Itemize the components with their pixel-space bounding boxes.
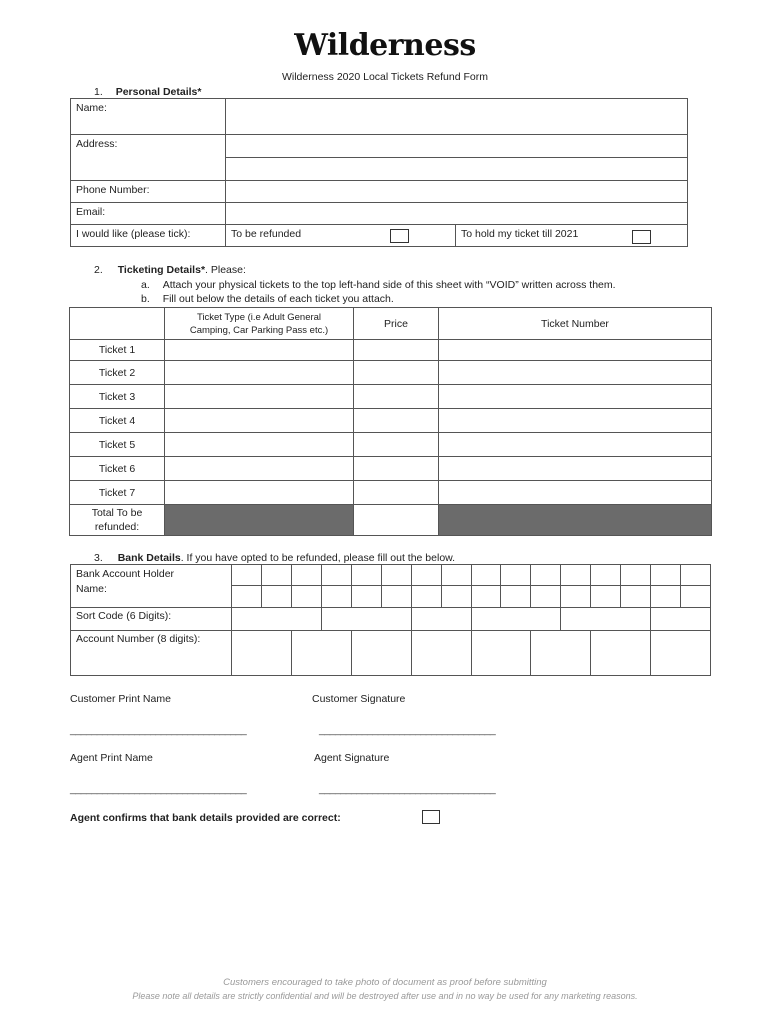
refund-option	[226, 225, 456, 247]
holder-char-box[interactable]	[531, 586, 561, 608]
holder-char-box[interactable]	[561, 586, 591, 608]
ticket-type-header	[165, 308, 354, 340]
phone-field[interactable]	[226, 181, 688, 203]
footer-note-confidential: Please note all details are strictly confidential and will be destroyed after use and in no way be used for any marketing reasons.	[132, 991, 638, 1001]
account-digit-box[interactable]	[591, 631, 651, 676]
ticket-type-header-line2: Camping, Car Parking Pass etc.)	[189, 324, 329, 336]
price-cell[interactable]	[354, 481, 439, 505]
ticket-number-cell[interactable]	[439, 457, 712, 481]
account-holder-label	[71, 565, 232, 608]
total-price-cell[interactable]	[354, 505, 439, 536]
table-row	[70, 433, 712, 457]
ticket-number-cell[interactable]	[439, 481, 712, 505]
ticket-row-label: Ticket 5	[70, 433, 165, 457]
hold-option	[456, 225, 688, 247]
holder-char-box[interactable]	[651, 586, 681, 608]
table-row	[70, 457, 712, 481]
holder-char-box[interactable]	[291, 586, 321, 608]
instruction-a	[141, 279, 616, 291]
account-number-label: Account Number (8 digits):	[71, 631, 232, 676]
ticket-number-cell[interactable]	[439, 385, 712, 409]
account-digit-box[interactable]	[232, 631, 292, 676]
holder-char-box[interactable]	[471, 586, 501, 608]
agent-signature-line[interactable]: _________________________________	[319, 783, 496, 795]
account-holder-label-line2: Name:	[76, 583, 107, 595]
holder-char-box[interactable]	[681, 565, 711, 586]
address-field-line2[interactable]	[226, 158, 688, 181]
customer-print-name-label: Customer Print Name	[70, 693, 171, 705]
table-row	[70, 409, 712, 433]
ticket-number-cell[interactable]	[439, 409, 712, 433]
holder-char-box[interactable]	[351, 565, 381, 586]
agent-confirm-checkbox[interactable]	[422, 810, 440, 824]
holder-char-box[interactable]	[621, 565, 651, 586]
section2-title: Ticketing Details*	[117, 264, 206, 276]
ticket-type-cell[interactable]	[165, 481, 354, 505]
ticket-type-cell[interactable]	[165, 457, 354, 481]
account-digit-box[interactable]	[351, 631, 411, 676]
holder-char-box[interactable]	[441, 586, 471, 608]
account-digit-box[interactable]	[291, 631, 351, 676]
holder-char-box[interactable]	[381, 586, 411, 608]
holder-char-box[interactable]	[651, 565, 681, 586]
sort-code-label: Sort Code (6 Digits):	[71, 608, 232, 631]
section3-intro: . If you have opted to be refunded, please fill out the below.	[180, 552, 456, 564]
ticket-type-cell[interactable]	[165, 385, 354, 409]
table-row	[70, 385, 712, 409]
total-row	[70, 505, 712, 536]
holder-char-box[interactable]	[531, 565, 561, 586]
ticket-type-cell[interactable]	[165, 409, 354, 433]
ticket-row-label: Ticket 6	[70, 457, 165, 481]
total-number-shaded	[439, 505, 712, 536]
ticket-number-cell[interactable]	[439, 433, 712, 457]
holder-char-box[interactable]	[291, 565, 321, 586]
ticket-type-header-line1: Ticket Type (i.e Adult General	[196, 311, 322, 323]
ticket-number-cell[interactable]	[439, 361, 712, 385]
holder-char-box[interactable]	[411, 586, 441, 608]
holder-char-box[interactable]	[261, 586, 291, 608]
sort-code-box[interactable]	[232, 608, 322, 631]
account-digit-box[interactable]	[531, 631, 591, 676]
account-digit-box[interactable]	[651, 631, 711, 676]
total-label-line1: Total To be	[91, 507, 143, 519]
sort-code-box[interactable]	[651, 608, 711, 631]
sort-code-box[interactable]	[561, 608, 651, 631]
customer-signature-label: Customer Signature	[312, 693, 406, 705]
hold-option-label: To hold my ticket till 2021	[461, 228, 579, 240]
price-header: Price	[354, 308, 439, 340]
address-label: Address:	[71, 135, 226, 181]
name-label: Name:	[71, 99, 226, 135]
ticket-number-cell[interactable]	[439, 340, 712, 361]
section1-title: Personal Details*	[115, 86, 202, 98]
ticket-row-label: Ticket 1	[70, 340, 165, 361]
refund-checkbox[interactable]	[390, 229, 409, 243]
holder-char-box[interactable]	[381, 565, 411, 586]
price-cell[interactable]	[354, 409, 439, 433]
email-label: Email:	[71, 203, 226, 225]
ticket-type-cell[interactable]	[165, 361, 354, 385]
instruction-b	[141, 293, 394, 305]
hold-checkbox[interactable]	[632, 230, 651, 244]
account-holder-label-line1: Bank Account Holder	[76, 568, 175, 580]
price-cell[interactable]	[354, 340, 439, 361]
sort-code-box[interactable]	[321, 608, 411, 631]
instruction-b-text: Fill out below the details of each ticket you attach.	[162, 293, 394, 305]
agent-print-name-line[interactable]: _________________________________	[70, 783, 247, 795]
holder-char-box[interactable]	[232, 565, 262, 586]
holder-char-box[interactable]	[471, 565, 501, 586]
holder-char-box[interactable]	[351, 586, 381, 608]
holder-char-box[interactable]	[232, 586, 262, 608]
holder-char-box[interactable]	[501, 565, 531, 586]
table-row	[70, 361, 712, 385]
ticket-type-cell[interactable]	[165, 433, 354, 457]
agent-signature-label: Agent Signature	[314, 752, 390, 764]
price-cell[interactable]	[354, 457, 439, 481]
ticket-row-label: Ticket 7	[70, 481, 165, 505]
ticket-table	[69, 307, 712, 536]
address-field-line1[interactable]	[226, 135, 688, 158]
table-row	[70, 340, 712, 361]
holder-char-box[interactable]	[621, 586, 651, 608]
total-label	[70, 505, 165, 536]
email-field[interactable]	[226, 203, 688, 225]
phone-label: Phone Number:	[71, 181, 226, 203]
holder-char-box[interactable]	[561, 565, 591, 586]
holder-char-box[interactable]	[261, 565, 291, 586]
account-digit-box[interactable]	[471, 631, 531, 676]
price-cell[interactable]	[354, 385, 439, 409]
refund-option-label: To be refunded	[231, 228, 302, 240]
sort-code-box[interactable]	[411, 608, 471, 631]
customer-signature-line[interactable]: _________________________________	[319, 724, 496, 736]
customer-print-name-line[interactable]: _________________________________	[70, 724, 247, 736]
total-label-line2: refunded:	[94, 521, 140, 533]
instruction-a-text: Attach your physical tickets to the top left-hand side of this sheet with “VOID” written across them.	[162, 279, 616, 291]
instruction-a-marker: a.	[141, 279, 150, 291]
bank-details-table	[70, 564, 711, 676]
ticket-header-blank	[70, 308, 165, 340]
table-row	[70, 481, 712, 505]
ticket-row-label: Ticket 3	[70, 385, 165, 409]
holder-char-box[interactable]	[411, 565, 441, 586]
ticket-row-label: Ticket 2	[70, 361, 165, 385]
section2-number: 2.	[94, 264, 103, 276]
section3-title: Bank Details	[117, 552, 181, 564]
section1-number: 1.	[94, 86, 103, 98]
holder-char-box[interactable]	[591, 565, 621, 586]
ticket-type-cell[interactable]	[165, 340, 354, 361]
personal-details-table	[70, 98, 688, 247]
holder-char-box[interactable]	[591, 586, 621, 608]
agent-confirm-label: Agent confirms that bank details provided are correct:	[70, 812, 341, 824]
section2-heading	[94, 264, 246, 276]
section1-heading	[94, 86, 201, 98]
name-field[interactable]	[226, 99, 688, 135]
agent-print-name-label: Agent Print Name	[70, 752, 153, 764]
preference-label: I would like (please tick):	[71, 225, 226, 247]
instruction-b-marker: b.	[141, 293, 150, 305]
holder-char-box[interactable]	[501, 586, 531, 608]
footer-note-photo: Customers encouraged to take photo of document as proof before submitting	[223, 977, 547, 988]
price-cell[interactable]	[354, 433, 439, 457]
holder-char-box[interactable]	[681, 586, 711, 608]
price-cell[interactable]	[354, 361, 439, 385]
sort-code-box[interactable]	[471, 608, 561, 631]
ticket-row-label: Ticket 4	[70, 409, 165, 433]
ticket-number-header: Ticket Number	[439, 308, 712, 340]
holder-char-box[interactable]	[321, 565, 351, 586]
wilderness-logo: Wilderness	[294, 28, 476, 63]
total-type-shaded	[165, 505, 354, 536]
account-digit-box[interactable]	[411, 631, 471, 676]
section3-number: 3.	[94, 552, 103, 564]
holder-char-box[interactable]	[321, 586, 351, 608]
section2-intro: . Please:	[205, 264, 246, 276]
holder-char-box[interactable]	[441, 565, 471, 586]
section3-heading	[94, 552, 455, 564]
form-title: Wilderness 2020 Local Tickets Refund Form	[281, 71, 488, 83]
